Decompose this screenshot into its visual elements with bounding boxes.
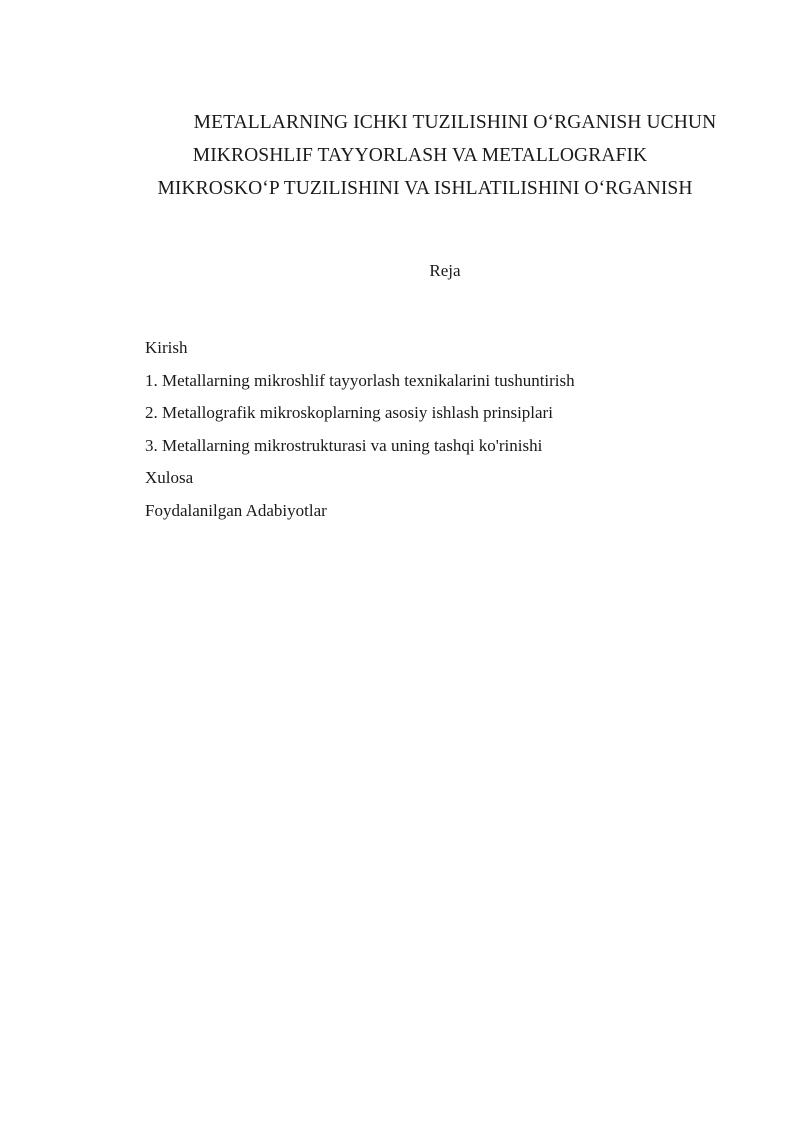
plan-item-references: Foydalanilgan Adabiyotlar [145, 500, 327, 520]
title-line-1: METALLARNING ICHKI TUZILISHINI O‘RGANISH UCHUN [193, 112, 717, 133]
plan-item-2: 2. Metallografik mikroskoplarning asosiy ishlash prinsiplari [145, 403, 553, 422]
plan-list [145, 332, 575, 527]
plan-item-introduction: Kirish [145, 338, 188, 357]
title-line-3: MIKROSKO‘P TUZILISHINI VA ISHLATILISHINI O‘RGANISH [157, 178, 693, 199]
plan-item-1: 1. Metallarning mikroshlif tayyorlash texnikalarini tushuntirish [145, 370, 575, 390]
title-line-2: MIKROSHLIF TAYYORLASH VA METALLOGRAFIK [192, 145, 648, 166]
plan-heading: Reja [429, 261, 461, 280]
plan-item-conclusion: Xulosa [145, 468, 194, 487]
document-title [110, 106, 750, 205]
plan-item-3: 3. Metallarning mikrostrukturasi va uning tashqi ko'rinishi [145, 435, 543, 455]
